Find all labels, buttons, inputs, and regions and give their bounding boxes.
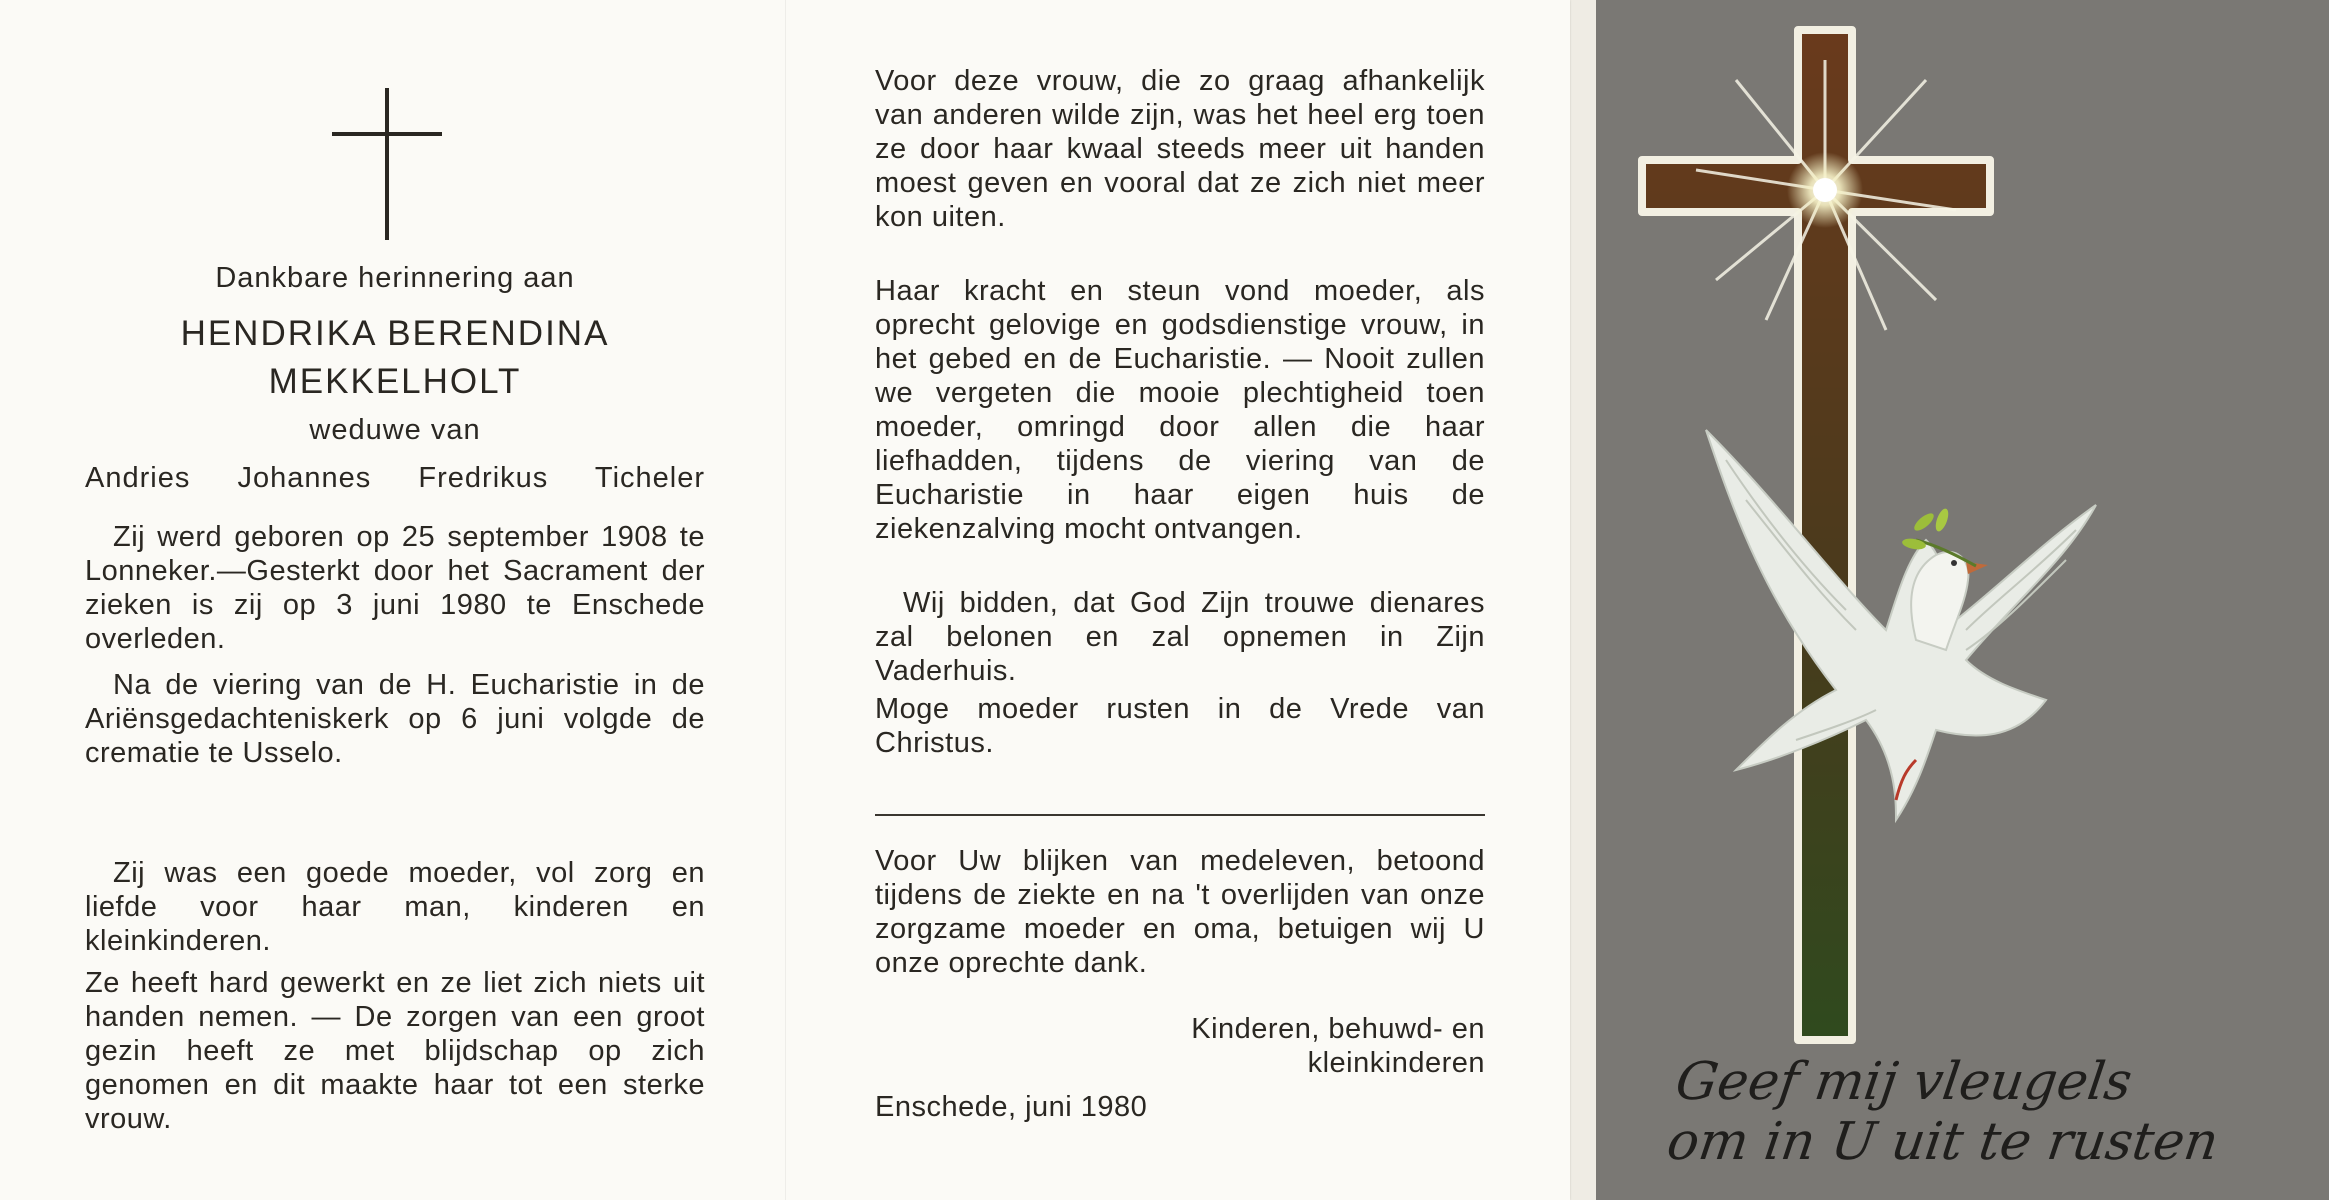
birth-paragraph: Zij werd geboren op 25 september 1908 te Lonneker.—Gesterkt door het Sacrament der zieken is zij op 3 juni 1980 te Enschede overleden.	[85, 521, 705, 655]
left-panel	[85, 0, 705, 1200]
widow-of-text: weduwe van	[309, 414, 481, 446]
picture-panel	[1596, 0, 2329, 1200]
name-line-2: MEKKELHOLT	[268, 362, 522, 401]
mother-paragraph: Zij was een goede moeder, vol zorg en liefde voor haar man, kinderen en kleinkinderen.	[85, 857, 705, 957]
middle-panel	[875, 0, 1485, 1200]
work-paragraph: Ze heeft hard gewerkt en ze liet zich niets uit handen nemen. — De zorgen van een groot gezin heeft ze met blijdschap op zich genomen en dit maakte haar tot een sterke vrouw.	[85, 967, 705, 1135]
cross-and-dove-icon	[1596, 0, 2329, 1200]
place-date: Enschede, juni 1980	[875, 1091, 1148, 1123]
intro-text: Dankbare herinnering aan	[215, 262, 575, 294]
signature-line-1: Kinderen, behuwd- en	[1191, 1013, 1485, 1045]
motto	[1664, 1052, 2301, 1172]
funeral-paragraph: Na de viering van de H. Eucharistie in de Ariënsgedachteniskerk op 6 juni volgde de crematie te Usselo.	[85, 669, 705, 769]
motto-line-1: Geef mij vleugels	[1672, 1052, 2136, 1112]
motto-line-2: om in U uit te rusten	[1663, 1112, 2223, 1172]
signature	[875, 1012, 1485, 1080]
thanks-paragraph: Voor Uw blijken van medeleven, betoond tijdens de ziekte en na 't overlijden van onze zorgzame moeder en oma, betuigen wij U onze oprechte dank.	[875, 845, 1485, 979]
husband-name: Andries Johannes Fredrikus Ticheler	[85, 462, 705, 494]
rest-paragraph: Moge moeder rusten in de Vrede van Christus.	[875, 693, 1485, 759]
dependent-paragraph: Voor deze vrouw, die zo graag afhankelijk van anderen wilde zijn, was het heel erg toen ze door haar kwaal steeds meer uit handen moest geven en vooral dat ze zich niet meer kon uiten.	[875, 65, 1485, 233]
fold-line	[785, 0, 786, 1200]
deceased-name	[85, 310, 705, 406]
prayer-paragraph: Wij bidden, dat God Zijn trouwe dienares zal belonen en zal opnemen in Zijn Vaderhuis.	[875, 587, 1485, 687]
strength-paragraph: Haar kracht en steun vond moeder, als oprecht gelovige en godsdienstige vrouw, in het gebed en de Eucharistie. — Nooit zullen we vergeten die mooie plechtigheid toen moeder, omringd door allen die haar liefhadden, tijdens de viering van de Eucharistie in haar eigen huis de ziekenzalving mocht ontvangen.	[875, 275, 1485, 545]
signature-line-2: kleinkinderen	[1307, 1047, 1485, 1079]
divider	[875, 814, 1485, 816]
name-line-1: HENDRIKA BERENDINA	[180, 314, 610, 353]
latin-cross-icon	[332, 88, 442, 240]
